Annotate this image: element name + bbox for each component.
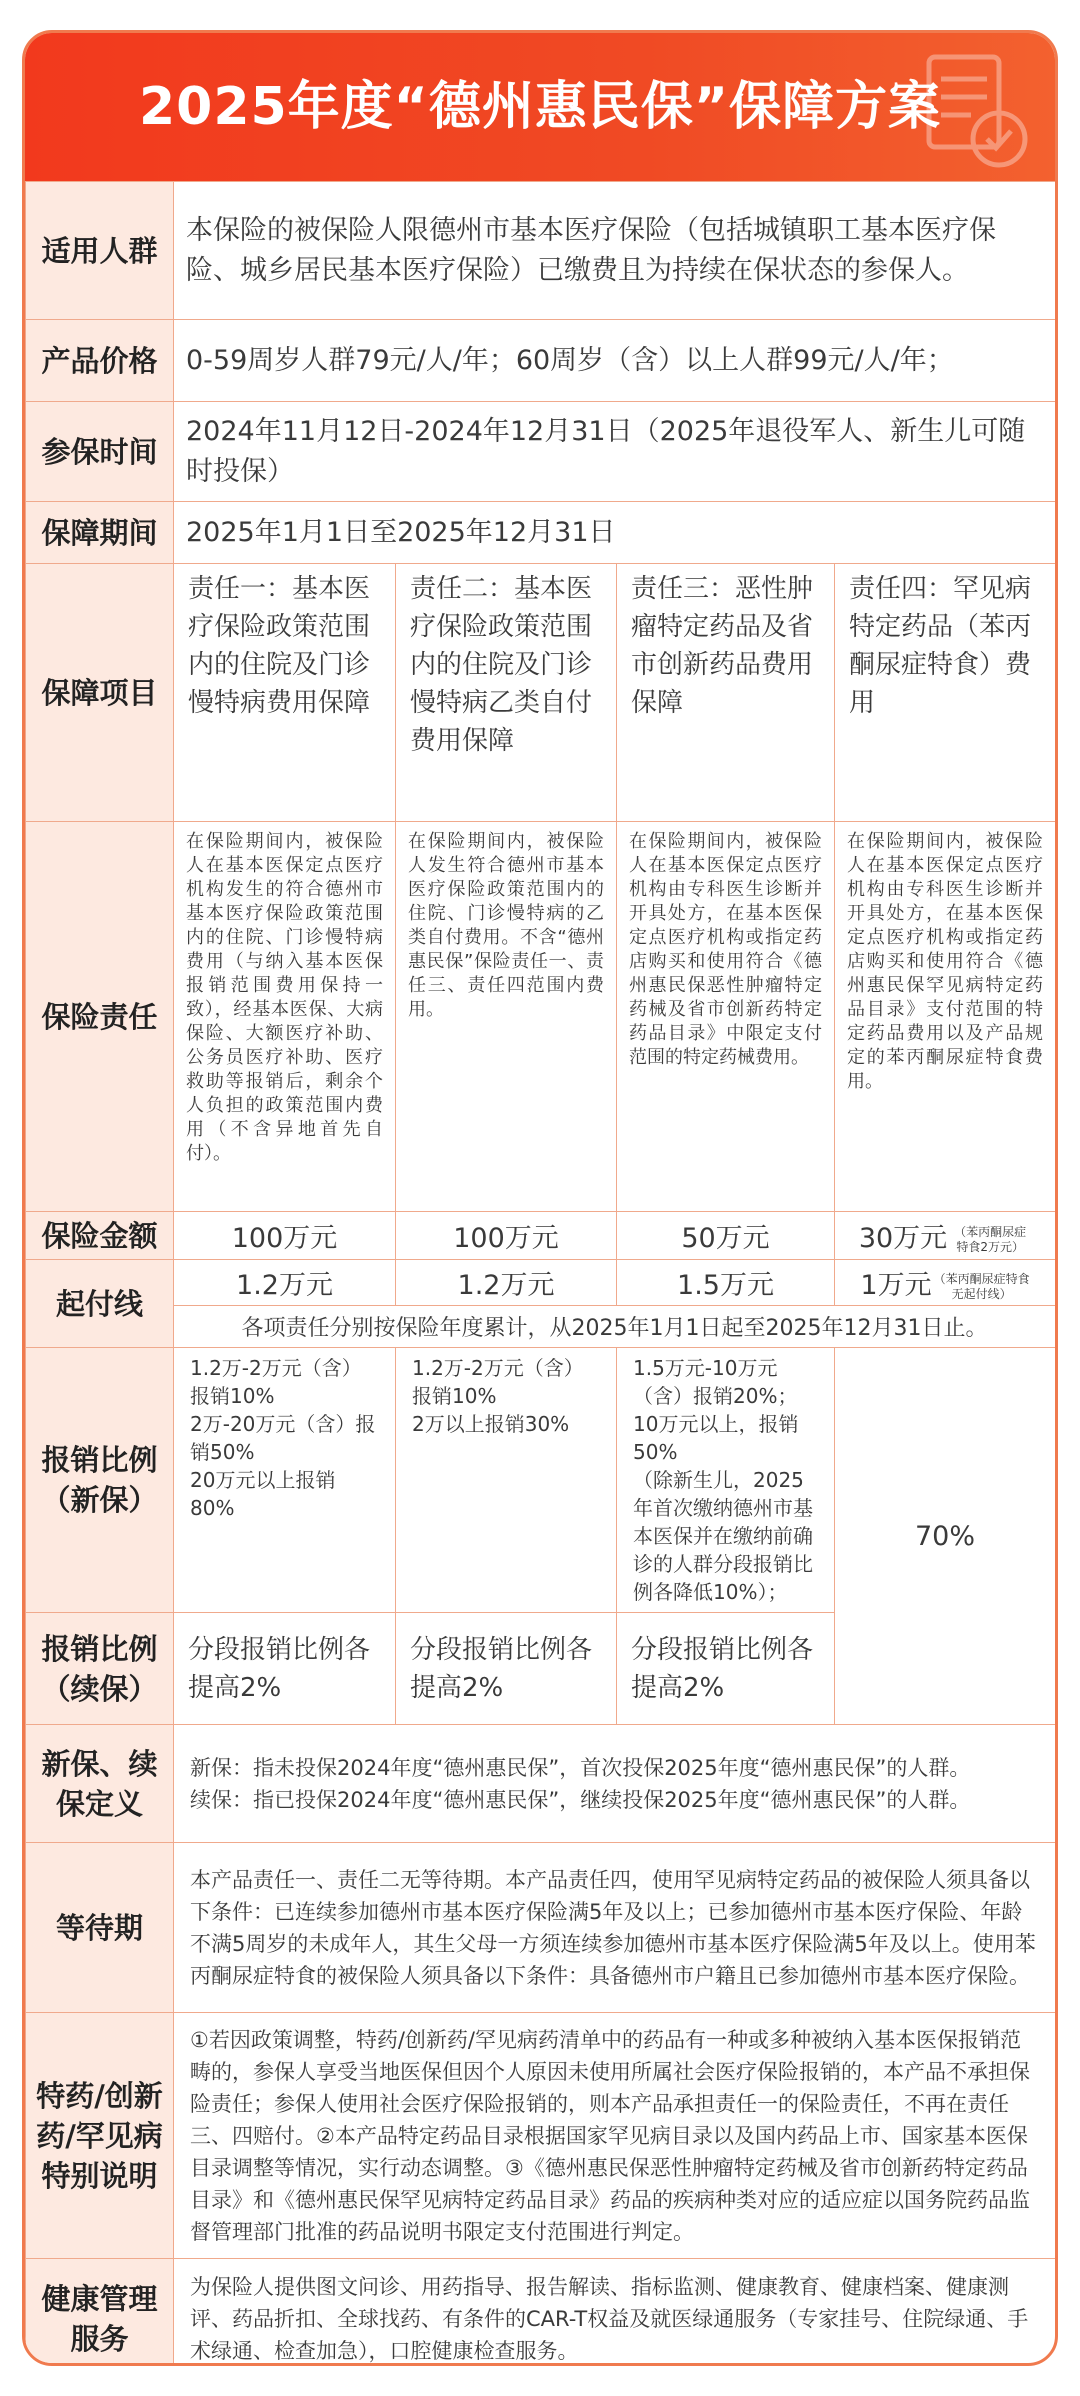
definition-new: 新保：指未投保2024年度“德州惠民保”，首次投保2025年度“德州惠民保”的人群。 [190,1755,971,1780]
amount-2: 100万元 [396,1212,617,1260]
label-amount: 保险金额 [26,1212,174,1260]
liability-1: 在保险期间内，被保险人在基本医保定点医疗机构发生的符合德州市基本医疗保险政策范围内的住院、门诊慢特病费用（与纳入基本医保报销范围费用保持一致），经基本医保、大病保险、大额医疗补助、公务员医疗补助、医疗救助等报销后，剩余个人负担的政策范围内费用（不含异地首先自付）。 [174,822,396,1212]
label-price: 产品价格 [26,320,174,402]
deductible-4-cell [835,1260,1056,1306]
row-applicable [26,182,1056,320]
item-4: 责任四：罕见病特定药品（苯丙酮尿症特食）费用 [835,564,1056,822]
liability-4: 在保险期间内，被保险人在基本医保定点医疗机构由专科医生诊断并开具处方，在基本医保定点医疗机构或指定药店购买和使用符合《德州惠民保罕见病特定药品目录》支付范围的特定药品费用以及产品规定的苯丙酮尿症特食费用。 [835,822,1056,1212]
item-2: 责任二：基本医疗保险政策范围内的住院及门诊慢特病乙类自付费用保障 [396,564,617,822]
ratio-col4: 70% [835,1348,1056,1725]
price-text: 0-59周岁人群79元/人/年；60周岁（含）以上人群99元/人/年； [174,320,1056,402]
ratio-renew-2: 分段报销比例各提高2% [396,1613,617,1725]
deductible-2: 1.2万元 [396,1260,617,1306]
ratio-renew-1: 分段报销比例各提高2% [174,1613,396,1725]
amount-4: 30万元 [858,1223,948,1254]
amount-3: 50万元 [617,1212,835,1260]
label-deductible: 起付线 [26,1260,174,1348]
plan-table [25,181,1056,2366]
row-definition [26,1725,1056,1843]
enroll-text: 2024年11月12日-2024年12月31日（2025年退役军人、新生儿可随时投保） [174,402,1056,502]
item-1: 责任一：基本医疗保险政策范围内的住院及门诊慢特病费用保障 [174,564,396,822]
row-enroll [26,402,1056,502]
liability-2: 在保险期间内，被保险人发生符合德州市基本医疗保险政策范围内的住院、门诊慢特病的乙类自付费用。不含“德州惠民保”保险责任一、责任三、责任四范围内费用。 [396,822,617,1212]
ratio-new-1: 1.2万-2万元（含）报销10% 2万-20万元（含）报销50% 20万元以上报销80% [174,1348,396,1613]
row-health [26,2259,1056,2367]
ratio-new-3: 1.5万元-10万元（含）报销20%； 10万元以上，报销50% （除新生儿，2025年首次缴纳德州市基本医保并在缴纳前确诊的人群分段报销比例各降低10%）； [617,1348,835,1613]
row-period [26,502,1056,564]
label-liability: 保险责任 [26,822,174,1212]
label-items: 保障项目 [26,564,174,822]
deductible-note: （苯丙酮尿症特食无起付线） [933,1271,1030,1301]
amount-1: 100万元 [174,1212,396,1260]
row-deductible-footnote [26,1306,1056,1348]
period-text: 2025年1月1日至2025年12月31日 [174,502,1056,564]
title-banner [25,33,1055,181]
amount-4-cell [835,1212,1056,1260]
label-ratio-renew: 报销比例（续保） [26,1613,174,1725]
deductible-footnote: 各项责任分别按保险年度累计，从2025年1月1日起至2025年12月31日止。 [174,1306,1056,1348]
row-items [26,564,1056,822]
label-special: 特药/创新药/罕见病特别说明 [26,2013,174,2259]
label-health: 健康管理服务 [26,2259,174,2367]
liability-3: 在保险期间内，被保险人在基本医保定点医疗机构由专科医生诊断并开具处方，在基本医保定点医疗机构或指定药店购买和使用符合《德州惠民保恶性肿瘤特定药械及省市创新药特定药品目录》中限定支付范围的特定药械费用。 [617,822,835,1212]
deductible-1: 1.2万元 [174,1260,396,1306]
deductible-3: 1.5万元 [617,1260,835,1306]
plan-card [22,30,1058,2366]
page-title: 2025年度“德州惠民保”保障方案 [138,77,942,137]
definition-cell [174,1725,1056,1843]
label-enroll: 参保时间 [26,402,174,502]
definition-renew: 续保：指已投保2024年度“德州惠民保”，继续投保2025年度“德州惠民保”的人群。 [190,1787,971,1812]
row-ratio-new [26,1348,1056,1613]
label-applicable: 适用人群 [26,182,174,320]
applicable-text: 本保险的被保险人限德州市基本医疗保险（包括城镇职工基本医疗保险、城乡居民基本医疗保险）已缴费且为持续在保状态的参保人。 [174,182,1056,320]
deductible-4: 1万元 [860,1270,932,1301]
row-amount [26,1212,1056,1260]
row-deductible [26,1260,1056,1306]
amount-note: （苯丙酮尿症特食2万元） [954,1224,1027,1254]
special-text: ①若因政策调整，特药/创新药/罕见病药清单中的药品有一种或多种被纳入基本医保报销范畴的，参保人享受当地医保但因个人原因未使用所属社会医疗保险报销的，本产品不承担保险责任；参保人使用社会医疗保险报销的，则本产品承担责任一的保险责任，不再在责任三、四赔付。②本产品特定药品目录根据国家罕见病目录以及国内药品上市、国家基本医保目录调整等情况，实行动态调整。③《德州惠民保恶性肿瘤特定药械及省市创新药特定药品目录》和《德州惠民保罕见病特定药品目录》药品的疾病种类对应的适应症以国务院药品监督管理部门批准的药品说明书限定支付范围进行判定。 [174,2013,1056,2259]
label-period: 保障期间 [26,502,174,564]
item-3: 责任三：恶性肿瘤特定药品及省市创新药品费用保障 [617,564,835,822]
label-waiting: 等待期 [26,1843,174,2013]
waiting-text: 本产品责任一、责任二无等待期。本产品责任四，使用罕见病特定药品的被保险人须具备以下条件：已连续参加德州市基本医疗保险满5年及以上；已参加德州市基本医疗保险、年龄不满5周岁的未成年人，其生父母一方须连续参加德州市基本医疗保险满5年及以上。使用苯丙酮尿症特食的被保险人须具备以下条件：具备德州市户籍且已参加德州市基本医疗保险。 [174,1843,1056,2013]
row-price [26,320,1056,402]
ratio-new-2: 1.2万-2万元（含）报销10% 2万以上报销30% [396,1348,617,1613]
row-special [26,2013,1056,2259]
row-liability [26,822,1056,1212]
label-definition: 新保、续保定义 [26,1725,174,1843]
row-waiting [26,1843,1056,2013]
ratio-renew-3: 分段报销比例各提高2% [617,1613,835,1725]
health-text: 为保险人提供图文问诊、用药指导、报告解读、指标监测、健康教育、健康档案、健康测评、药品折扣、全球找药、有条件的CAR-T权益及就医绿通服务（专家挂号、住院绿通、手术绿通、检查加急），口腔健康检查服务。 [174,2259,1056,2367]
label-ratio-new: 报销比例（新保） [26,1348,174,1613]
